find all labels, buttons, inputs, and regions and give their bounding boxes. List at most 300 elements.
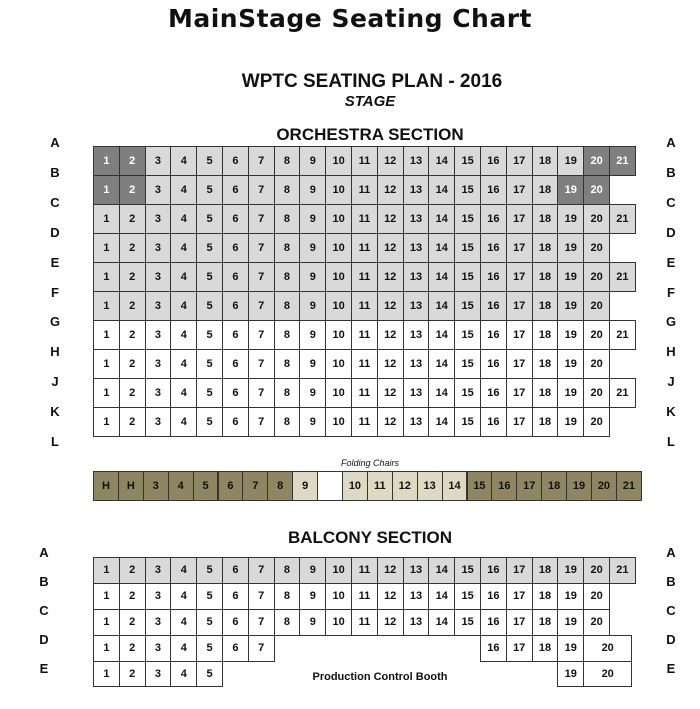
balcony-seat[interactable]: 8 xyxy=(274,583,301,610)
orchestra-seat[interactable]: 10 xyxy=(325,378,352,408)
folding-chair-seat[interactable]: 12 xyxy=(392,471,418,501)
orchestra-seat[interactable]: 13 xyxy=(403,378,430,408)
orchestra-seat[interactable]: 17 xyxy=(506,320,533,350)
balcony-seat[interactable]: 3 xyxy=(145,661,172,688)
orchestra-seat[interactable]: 16 xyxy=(480,349,507,379)
orchestra-seat[interactable]: 15 xyxy=(454,175,481,205)
balcony-seat[interactable]: 12 xyxy=(377,583,404,610)
orchestra-seat[interactable]: 18 xyxy=(532,291,559,321)
balcony-seat[interactable]: 3 xyxy=(145,557,172,584)
orchestra-seat[interactable]: 12 xyxy=(377,175,404,205)
orchestra-seat[interactable]: 4 xyxy=(170,349,197,379)
orchestra-seat[interactable]: 18 xyxy=(532,262,559,292)
orchestra-seat[interactable]: 1 xyxy=(93,175,120,205)
balcony-seat[interactable]: 13 xyxy=(403,557,430,584)
orchestra-seat[interactable]: 14 xyxy=(428,204,455,234)
orchestra-seat[interactable]: 16 xyxy=(480,378,507,408)
orchestra-seat[interactable]: 15 xyxy=(454,146,481,176)
orchestra-seat[interactable]: 13 xyxy=(403,291,430,321)
orchestra-seat[interactable]: 19 xyxy=(557,349,584,379)
orchestra-seat[interactable]: 19 xyxy=(557,233,584,263)
orchestra-seat[interactable]: 12 xyxy=(377,407,404,437)
balcony-seat[interactable]: 9 xyxy=(299,583,326,610)
orchestra-seat[interactable]: 8 xyxy=(274,175,301,205)
orchestra-seat[interactable]: 10 xyxy=(325,320,352,350)
orchestra-seat[interactable]: 5 xyxy=(196,291,223,321)
balcony-seat[interactable]: 7 xyxy=(248,635,275,662)
orchestra-seat[interactable]: 10 xyxy=(325,407,352,437)
orchestra-seat[interactable]: 16 xyxy=(480,233,507,263)
orchestra-seat[interactable]: 15 xyxy=(454,378,481,408)
balcony-seat[interactable]: 15 xyxy=(454,609,481,636)
balcony-seat[interactable]: 8 xyxy=(274,609,301,636)
balcony-seat[interactable]: 2 xyxy=(119,661,146,688)
orchestra-seat[interactable]: 15 xyxy=(454,320,481,350)
orchestra-seat[interactable]: 19 xyxy=(557,320,584,350)
orchestra-seat[interactable]: 6 xyxy=(222,175,249,205)
orchestra-seat[interactable]: 3 xyxy=(145,262,172,292)
balcony-seat[interactable]: 11 xyxy=(351,557,378,584)
orchestra-seat[interactable]: 18 xyxy=(532,175,559,205)
orchestra-seat[interactable]: 4 xyxy=(170,378,197,408)
orchestra-seat[interactable]: 8 xyxy=(274,204,301,234)
orchestra-seat[interactable]: 12 xyxy=(377,349,404,379)
balcony-seat[interactable]: 2 xyxy=(119,557,146,584)
orchestra-seat[interactable]: 5 xyxy=(196,407,223,437)
orchestra-seat[interactable]: 19 xyxy=(557,378,584,408)
balcony-seat[interactable]: 17 xyxy=(506,557,533,584)
balcony-seat[interactable]: 20 xyxy=(583,557,610,584)
orchestra-seat[interactable]: 15 xyxy=(454,349,481,379)
balcony-seat[interactable]: 7 xyxy=(248,609,275,636)
orchestra-seat[interactable]: 1 xyxy=(93,233,120,263)
orchestra-seat[interactable]: 5 xyxy=(196,175,223,205)
orchestra-seat[interactable]: 20 xyxy=(583,320,610,350)
orchestra-seat[interactable]: 10 xyxy=(325,291,352,321)
folding-chair-seat[interactable] xyxy=(317,471,343,501)
orchestra-seat[interactable]: 18 xyxy=(532,349,559,379)
balcony-seat[interactable]: 16 xyxy=(480,557,507,584)
balcony-seat[interactable]: 17 xyxy=(506,635,533,662)
orchestra-seat[interactable]: 5 xyxy=(196,262,223,292)
orchestra-seat[interactable]: 3 xyxy=(145,175,172,205)
folding-chair-seat[interactable]: 14 xyxy=(442,471,468,501)
orchestra-seat[interactable]: 1 xyxy=(93,349,120,379)
folding-chair-seat[interactable]: 3 xyxy=(143,471,169,501)
balcony-seat[interactable]: 5 xyxy=(196,609,223,636)
balcony-seat[interactable]: 1 xyxy=(93,661,120,688)
orchestra-seat[interactable]: 6 xyxy=(222,146,249,176)
balcony-seat[interactable]: 10 xyxy=(325,583,352,610)
orchestra-seat[interactable]: 11 xyxy=(351,233,378,263)
orchestra-seat[interactable]: 19 xyxy=(557,175,584,205)
orchestra-seat[interactable]: 7 xyxy=(248,204,275,234)
orchestra-seat[interactable]: 21 xyxy=(609,204,636,234)
orchestra-seat[interactable]: 13 xyxy=(403,407,430,437)
orchestra-seat[interactable]: 10 xyxy=(325,349,352,379)
orchestra-seat[interactable]: 21 xyxy=(609,146,636,176)
balcony-seat[interactable]: 12 xyxy=(377,609,404,636)
orchestra-seat[interactable]: 9 xyxy=(299,233,326,263)
orchestra-seat[interactable]: 6 xyxy=(222,204,249,234)
balcony-seat[interactable]: 13 xyxy=(403,609,430,636)
balcony-seat[interactable]: 5 xyxy=(196,635,223,662)
orchestra-seat[interactable]: 13 xyxy=(403,233,430,263)
orchestra-seat[interactable]: 2 xyxy=(119,204,146,234)
balcony-seat[interactable]: 20 xyxy=(583,609,610,636)
orchestra-seat[interactable]: 13 xyxy=(403,204,430,234)
balcony-seat[interactable]: 19 xyxy=(557,583,584,610)
balcony-seat[interactable]: 20 xyxy=(583,661,632,688)
balcony-seat[interactable]: 16 xyxy=(480,635,507,662)
balcony-seat[interactable]: 15 xyxy=(454,557,481,584)
orchestra-seat[interactable]: 11 xyxy=(351,262,378,292)
orchestra-seat[interactable]: 14 xyxy=(428,233,455,263)
folding-chair-seat[interactable]: 4 xyxy=(168,471,194,501)
orchestra-seat[interactable]: 3 xyxy=(145,291,172,321)
orchestra-seat[interactable]: 12 xyxy=(377,262,404,292)
balcony-seat[interactable]: 2 xyxy=(119,635,146,662)
orchestra-seat[interactable]: 4 xyxy=(170,175,197,205)
balcony-seat[interactable]: 16 xyxy=(480,583,507,610)
orchestra-seat[interactable]: 5 xyxy=(196,378,223,408)
orchestra-seat[interactable]: 21 xyxy=(609,320,636,350)
folding-chair-seat[interactable]: 5 xyxy=(193,471,219,501)
orchestra-seat[interactable]: 7 xyxy=(248,146,275,176)
balcony-seat[interactable]: 6 xyxy=(222,635,249,662)
orchestra-seat[interactable]: 15 xyxy=(454,204,481,234)
orchestra-seat[interactable]: 20 xyxy=(583,407,610,437)
orchestra-seat[interactable]: 20 xyxy=(583,349,610,379)
orchestra-seat[interactable]: 12 xyxy=(377,378,404,408)
orchestra-seat[interactable]: 9 xyxy=(299,291,326,321)
orchestra-seat[interactable]: 20 xyxy=(583,291,610,321)
folding-chair-seat[interactable]: 9 xyxy=(292,471,318,501)
balcony-seat[interactable]: 6 xyxy=(222,557,249,584)
orchestra-seat[interactable]: 5 xyxy=(196,146,223,176)
orchestra-seat[interactable]: 17 xyxy=(506,146,533,176)
orchestra-seat[interactable]: 16 xyxy=(480,175,507,205)
folding-chair-seat[interactable]: 18 xyxy=(541,471,567,501)
orchestra-seat[interactable]: 18 xyxy=(532,407,559,437)
balcony-seat[interactable]: 16 xyxy=(480,609,507,636)
balcony-seat[interactable]: 3 xyxy=(145,635,172,662)
orchestra-seat[interactable]: 6 xyxy=(222,233,249,263)
orchestra-seat[interactable]: 17 xyxy=(506,233,533,263)
balcony-seat[interactable]: 4 xyxy=(170,661,197,688)
balcony-seat[interactable]: 10 xyxy=(325,557,352,584)
balcony-seat[interactable]: 4 xyxy=(170,635,197,662)
balcony-seat[interactable]: 1 xyxy=(93,583,120,610)
orchestra-seat[interactable]: 10 xyxy=(325,146,352,176)
balcony-seat[interactable]: 1 xyxy=(93,557,120,584)
orchestra-seat[interactable]: 5 xyxy=(196,320,223,350)
folding-chair-seat[interactable]: 20 xyxy=(591,471,617,501)
orchestra-seat[interactable]: 19 xyxy=(557,291,584,321)
orchestra-seat[interactable]: 11 xyxy=(351,349,378,379)
balcony-seat[interactable]: 9 xyxy=(299,609,326,636)
orchestra-seat[interactable]: 17 xyxy=(506,204,533,234)
balcony-seat[interactable]: 4 xyxy=(170,557,197,584)
folding-chair-seat[interactable]: 17 xyxy=(516,471,542,501)
folding-chair-seat[interactable]: 13 xyxy=(417,471,443,501)
orchestra-seat[interactable]: 9 xyxy=(299,175,326,205)
orchestra-seat[interactable]: 16 xyxy=(480,262,507,292)
orchestra-seat[interactable]: 5 xyxy=(196,349,223,379)
orchestra-seat[interactable]: 12 xyxy=(377,204,404,234)
orchestra-seat[interactable]: 9 xyxy=(299,349,326,379)
orchestra-seat[interactable]: 11 xyxy=(351,146,378,176)
orchestra-seat[interactable]: 19 xyxy=(557,204,584,234)
orchestra-seat[interactable]: 17 xyxy=(506,349,533,379)
balcony-seat[interactable]: 5 xyxy=(196,661,223,688)
orchestra-seat[interactable]: 11 xyxy=(351,291,378,321)
orchestra-seat[interactable]: 20 xyxy=(583,175,610,205)
orchestra-seat[interactable]: 8 xyxy=(274,407,301,437)
balcony-seat[interactable]: 19 xyxy=(557,557,584,584)
orchestra-seat[interactable]: 9 xyxy=(299,378,326,408)
orchestra-seat[interactable]: 21 xyxy=(609,378,636,408)
balcony-seat[interactable]: 13 xyxy=(403,583,430,610)
balcony-seat[interactable]: 10 xyxy=(325,609,352,636)
orchestra-seat[interactable]: 14 xyxy=(428,320,455,350)
orchestra-seat[interactable]: 4 xyxy=(170,291,197,321)
orchestra-seat[interactable]: 18 xyxy=(532,378,559,408)
orchestra-seat[interactable]: 17 xyxy=(506,407,533,437)
orchestra-seat[interactable]: 12 xyxy=(377,146,404,176)
orchestra-seat[interactable]: 8 xyxy=(274,291,301,321)
orchestra-seat[interactable]: 13 xyxy=(403,320,430,350)
balcony-seat[interactable]: 3 xyxy=(145,609,172,636)
orchestra-seat[interactable]: 9 xyxy=(299,204,326,234)
folding-chair-seat[interactable]: 21 xyxy=(616,471,642,501)
balcony-seat[interactable]: 12 xyxy=(377,557,404,584)
orchestra-seat[interactable]: 1 xyxy=(93,291,120,321)
orchestra-seat[interactable]: 11 xyxy=(351,175,378,205)
orchestra-seat[interactable]: 18 xyxy=(532,233,559,263)
orchestra-seat[interactable]: 3 xyxy=(145,407,172,437)
orchestra-seat[interactable]: 6 xyxy=(222,407,249,437)
orchestra-seat[interactable]: 8 xyxy=(274,233,301,263)
orchestra-seat[interactable]: 11 xyxy=(351,204,378,234)
orchestra-seat[interactable]: 11 xyxy=(351,320,378,350)
orchestra-seat[interactable]: 19 xyxy=(557,407,584,437)
orchestra-seat[interactable]: 4 xyxy=(170,262,197,292)
orchestra-seat[interactable]: 14 xyxy=(428,262,455,292)
orchestra-seat[interactable]: 16 xyxy=(480,320,507,350)
balcony-seat[interactable]: 17 xyxy=(506,583,533,610)
orchestra-seat[interactable]: 7 xyxy=(248,320,275,350)
folding-chair-seat[interactable]: 15 xyxy=(467,471,493,501)
orchestra-seat[interactable]: 1 xyxy=(93,146,120,176)
orchestra-seat[interactable]: 10 xyxy=(325,204,352,234)
folding-chair-seat[interactable]: 11 xyxy=(367,471,393,501)
balcony-seat[interactable]: 14 xyxy=(428,557,455,584)
orchestra-seat[interactable]: 20 xyxy=(583,204,610,234)
folding-chair-seat[interactable]: 10 xyxy=(342,471,368,501)
orchestra-seat[interactable]: 6 xyxy=(222,262,249,292)
orchestra-seat[interactable]: 17 xyxy=(506,291,533,321)
orchestra-seat[interactable]: 18 xyxy=(532,146,559,176)
balcony-seat[interactable]: 20 xyxy=(583,635,632,662)
balcony-seat[interactable]: 14 xyxy=(428,583,455,610)
orchestra-seat[interactable]: 9 xyxy=(299,407,326,437)
balcony-seat[interactable]: 15 xyxy=(454,583,481,610)
orchestra-seat[interactable]: 8 xyxy=(274,349,301,379)
orchestra-seat[interactable]: 4 xyxy=(170,320,197,350)
orchestra-seat[interactable]: 15 xyxy=(454,262,481,292)
orchestra-seat[interactable]: 4 xyxy=(170,204,197,234)
orchestra-seat[interactable]: 14 xyxy=(428,349,455,379)
orchestra-seat[interactable]: 18 xyxy=(532,204,559,234)
orchestra-seat[interactable]: 11 xyxy=(351,407,378,437)
orchestra-seat[interactable]: 8 xyxy=(274,262,301,292)
folding-chair-seat[interactable]: 7 xyxy=(242,471,268,501)
orchestra-seat[interactable]: 7 xyxy=(248,378,275,408)
orchestra-seat[interactable]: 13 xyxy=(403,146,430,176)
orchestra-seat[interactable]: 2 xyxy=(119,320,146,350)
balcony-seat[interactable]: 6 xyxy=(222,583,249,610)
balcony-seat[interactable]: 6 xyxy=(222,609,249,636)
orchestra-seat[interactable]: 13 xyxy=(403,175,430,205)
orchestra-seat[interactable]: 4 xyxy=(170,146,197,176)
orchestra-seat[interactable]: 9 xyxy=(299,262,326,292)
orchestra-seat[interactable]: 1 xyxy=(93,262,120,292)
orchestra-seat[interactable]: 3 xyxy=(145,233,172,263)
orchestra-seat[interactable]: 10 xyxy=(325,262,352,292)
balcony-seat[interactable]: 19 xyxy=(557,609,584,636)
orchestra-seat[interactable]: 9 xyxy=(299,320,326,350)
balcony-seat[interactable]: 2 xyxy=(119,583,146,610)
balcony-seat[interactable]: 19 xyxy=(557,635,584,662)
balcony-seat[interactable]: 11 xyxy=(351,609,378,636)
orchestra-seat[interactable]: 14 xyxy=(428,291,455,321)
orchestra-seat[interactable]: 16 xyxy=(480,146,507,176)
orchestra-seat[interactable]: 2 xyxy=(119,262,146,292)
balcony-seat[interactable]: 5 xyxy=(196,557,223,584)
orchestra-seat[interactable]: 17 xyxy=(506,378,533,408)
balcony-seat[interactable]: 7 xyxy=(248,557,275,584)
balcony-seat[interactable]: 1 xyxy=(93,609,120,636)
balcony-seat[interactable]: 8 xyxy=(274,557,301,584)
orchestra-seat[interactable]: 5 xyxy=(196,233,223,263)
balcony-seat[interactable]: 18 xyxy=(532,583,559,610)
orchestra-seat[interactable]: 3 xyxy=(145,204,172,234)
orchestra-seat[interactable]: 3 xyxy=(145,146,172,176)
orchestra-seat[interactable]: 16 xyxy=(480,407,507,437)
orchestra-seat[interactable]: 14 xyxy=(428,175,455,205)
orchestra-seat[interactable]: 14 xyxy=(428,378,455,408)
orchestra-seat[interactable]: 11 xyxy=(351,378,378,408)
orchestra-seat[interactable]: 12 xyxy=(377,291,404,321)
folding-chair-seat[interactable]: 16 xyxy=(491,471,517,501)
orchestra-seat[interactable]: 2 xyxy=(119,233,146,263)
orchestra-seat[interactable]: 7 xyxy=(248,175,275,205)
orchestra-seat[interactable]: 6 xyxy=(222,349,249,379)
balcony-seat[interactable]: 11 xyxy=(351,583,378,610)
orchestra-seat[interactable]: 2 xyxy=(119,146,146,176)
balcony-seat[interactable]: 21 xyxy=(609,557,636,584)
orchestra-seat[interactable]: 4 xyxy=(170,407,197,437)
balcony-seat[interactable]: 18 xyxy=(532,557,559,584)
orchestra-seat[interactable]: 18 xyxy=(532,320,559,350)
orchestra-seat[interactable]: 16 xyxy=(480,291,507,321)
orchestra-seat[interactable]: 1 xyxy=(93,378,120,408)
orchestra-seat[interactable]: 2 xyxy=(119,349,146,379)
orchestra-seat[interactable]: 15 xyxy=(454,407,481,437)
orchestra-seat[interactable]: 3 xyxy=(145,320,172,350)
orchestra-seat[interactable]: 7 xyxy=(248,233,275,263)
orchestra-seat[interactable]: 10 xyxy=(325,233,352,263)
balcony-seat[interactable]: 7 xyxy=(248,583,275,610)
orchestra-seat[interactable]: 7 xyxy=(248,262,275,292)
orchestra-seat[interactable]: 6 xyxy=(222,291,249,321)
orchestra-seat[interactable]: 9 xyxy=(299,146,326,176)
orchestra-seat[interactable]: 2 xyxy=(119,407,146,437)
orchestra-seat[interactable]: 1 xyxy=(93,320,120,350)
orchestra-seat[interactable]: 21 xyxy=(609,262,636,292)
orchestra-seat[interactable]: 1 xyxy=(93,407,120,437)
orchestra-seat[interactable]: 14 xyxy=(428,146,455,176)
folding-chair-seat[interactable]: 19 xyxy=(566,471,592,501)
orchestra-seat[interactable]: 2 xyxy=(119,378,146,408)
balcony-seat[interactable]: 5 xyxy=(196,583,223,610)
folding-chair-seat[interactable]: H xyxy=(93,471,119,501)
balcony-seat[interactable]: 20 xyxy=(583,583,610,610)
orchestra-seat[interactable]: 13 xyxy=(403,349,430,379)
orchestra-seat[interactable]: 15 xyxy=(454,291,481,321)
balcony-seat[interactable]: 19 xyxy=(557,661,584,688)
orchestra-seat[interactable]: 20 xyxy=(583,233,610,263)
orchestra-seat[interactable]: 7 xyxy=(248,407,275,437)
balcony-seat[interactable]: 1 xyxy=(93,635,120,662)
balcony-seat[interactable]: 18 xyxy=(532,635,559,662)
balcony-seat[interactable]: 4 xyxy=(170,609,197,636)
orchestra-seat[interactable]: 12 xyxy=(377,320,404,350)
orchestra-seat[interactable]: 7 xyxy=(248,349,275,379)
balcony-seat[interactable]: 4 xyxy=(170,583,197,610)
orchestra-seat[interactable]: 8 xyxy=(274,378,301,408)
orchestra-seat[interactable]: 7 xyxy=(248,291,275,321)
orchestra-seat[interactable]: 3 xyxy=(145,349,172,379)
orchestra-seat[interactable]: 20 xyxy=(583,378,610,408)
orchestra-seat[interactable]: 14 xyxy=(428,407,455,437)
balcony-seat[interactable]: 9 xyxy=(299,557,326,584)
balcony-seat[interactable]: 18 xyxy=(532,609,559,636)
orchestra-seat[interactable]: 2 xyxy=(119,291,146,321)
folding-chair-seat[interactable]: 6 xyxy=(218,471,244,501)
orchestra-seat[interactable]: 19 xyxy=(557,262,584,292)
orchestra-seat[interactable]: 8 xyxy=(274,146,301,176)
balcony-seat[interactable]: 3 xyxy=(145,583,172,610)
orchestra-seat[interactable]: 8 xyxy=(274,320,301,350)
orchestra-seat[interactable]: 15 xyxy=(454,233,481,263)
balcony-seat[interactable]: 17 xyxy=(506,609,533,636)
balcony-seat[interactable]: 2 xyxy=(119,609,146,636)
orchestra-seat[interactable]: 3 xyxy=(145,378,172,408)
orchestra-seat[interactable]: 5 xyxy=(196,204,223,234)
orchestra-seat[interactable]: 10 xyxy=(325,175,352,205)
orchestra-seat[interactable]: 17 xyxy=(506,262,533,292)
orchestra-seat[interactable]: 17 xyxy=(506,175,533,205)
orchestra-seat[interactable]: 2 xyxy=(119,175,146,205)
orchestra-seat[interactable]: 13 xyxy=(403,262,430,292)
orchestra-seat[interactable]: 20 xyxy=(583,262,610,292)
orchestra-seat[interactable]: 16 xyxy=(480,204,507,234)
orchestra-seat[interactable]: 20 xyxy=(583,146,610,176)
orchestra-seat[interactable]: 12 xyxy=(377,233,404,263)
folding-chair-seat[interactable]: H xyxy=(118,471,144,501)
